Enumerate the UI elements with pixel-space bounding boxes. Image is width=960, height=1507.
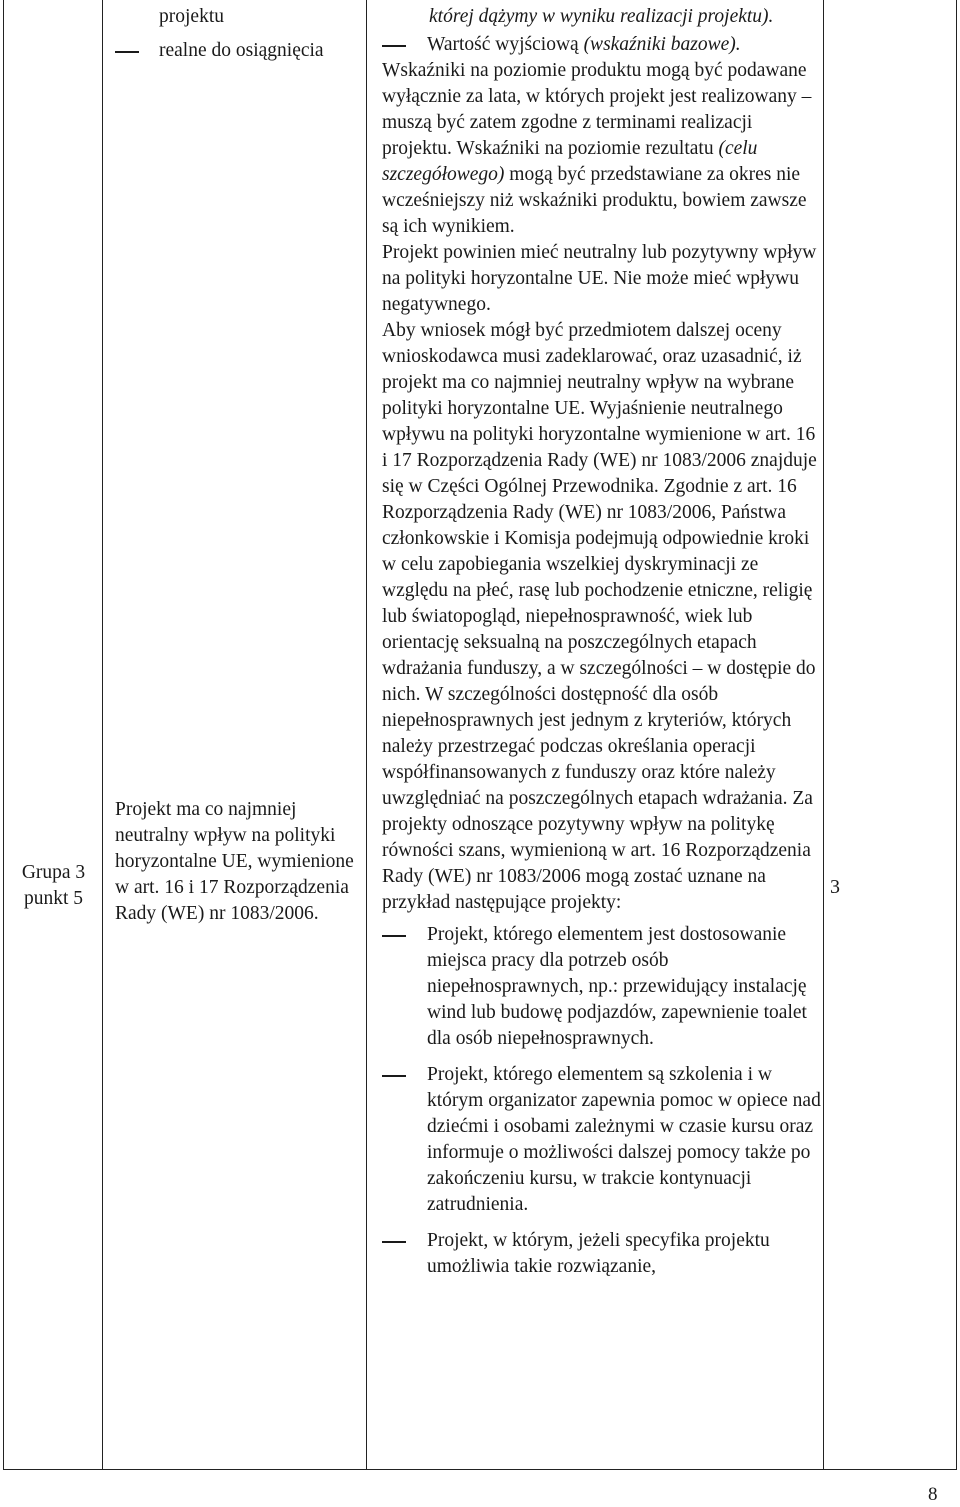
baseline-plain: Wartość wyjściową [427,34,584,55]
criteria-table [3,0,957,1470]
score-value: 3 [830,876,840,898]
criteria-top-line1: projektu [159,6,224,27]
example-text: Projekt, w którym, jeżeli specyfika projektu umożliwia takie rozwiązanie, [427,1230,770,1277]
dash-bullet-icon [382,1228,427,1254]
criteria-top [115,4,365,64]
dash-bullet-icon [115,38,149,64]
dash-bullet-icon [382,1062,427,1088]
horizontal-policy-paragraph: Aby wniosek mógł być przedmiotem dalszej oceny wnioskodawca musi zadeklarować, oraz uzasadnić, iż projekt ma co najmniej neutralny wpływ na wybrane polityki horyzontalne UE. Wyjaśnienie neutralnego wpływu na polityki horyzontalne wymienione w art. 16 i 17 Rozporządzenia Rady (WE) nr 1083/2006 znajduje się w Części Ogólnej Przewodnika. Zgodnie z art. 16 Rozporządzenia Rady (WE) nr 1083/2006, Państwa członkowskie i Komisja podejmują odpowiednie kroki w celu zapobiegania wszelkiej dyskryminacji ze względu na płeć, rasę lub pochodzenie etniczne, religię lub światopogląd, niepełnosprawność, wiek lub orientację seksualną na poszczególnych etapach wdrażania funduszy, a w szczególności – w dostępie do nich. W szczególności dostępność dla osób niepełnosprawnych jest jednym z kryteriów, których należy przestrzegać podczas określania operacji współfinansowanych z funduszy oraz które należy uwzględniać na poszczególnych etapach wdrażania. Za projekty odnoszące pozytywny wpływ na politykę równości szans, wymienioną w art. 16 Rozporządzenia Rady (WE) nr 1083/2006 mogą zostać uznane na przykład następujące projekty: [382,320,817,913]
group-label [4,860,103,912]
criteria-top-line2: realne do osiągnięcia [159,40,324,61]
baseline-italic: (wskaźniki bazowe). [583,34,741,55]
group-column [4,0,103,1469]
example-text: Projekt, którego elementem są szkolenia i w którym organizator zapewnia pomoc w opiece nad dziećmi i osobami zależnymi w czasie kursu oraz informuje o możliwości dalszej pomocy także po zakończeniu kursu, w trakcie kontynuacji zatrudnienia. [427,1064,821,1215]
explanation-text [382,4,822,1280]
example-item [382,1228,822,1280]
page-number: 8 [928,1484,938,1505]
indicators-paragraph [382,58,822,240]
dash-bullet-icon [382,922,427,948]
neutral-impact-paragraph: Projekt powinien mieć neutralny lub pozytywny wpływ na polityki horyzontalne UE. Nie może mieć wpływu negatywnego. [382,242,817,315]
example-text: Projekt, którego elementem jest dostosowanie miejsca pracy dla potrzeb osób niepełnosprawnych, np.: przewidujący instalację wind lub budowę podjazdów, zapewnienie toalet dla osób niepełnosprawnych. [427,924,807,1049]
example-item [382,922,822,1052]
score-column [824,0,956,1469]
baseline-text [427,32,741,58]
example-item [382,1062,822,1218]
indicators-part-b: mogą być przedstawiane za okres nie wcześniejszy niż wskaźniki produktu, bowiem zawsze są ich wynikiem. [382,164,807,237]
group-label-line1: Grupa 3 [21,862,86,883]
baseline-dash-item [382,32,822,58]
dash-bullet-icon [382,32,427,58]
indicators-italic: (celu szczegółowego) [382,138,758,185]
group-label-line2: punkt 5 [23,888,84,909]
criteria-column [103,0,367,1469]
criteria-dash-item [115,38,365,64]
explanation-top-italic: której dążymy w wyniku realizacji projektu). [429,6,774,27]
indicators-part-a: Wskaźniki na poziomie produktu mogą być podawane wyłącznie za lata, w których projekt jest realizowany – muszą być zatem zgodne z terminami realizacji projektu. Wskaźniki na poziomie rezultatu [382,60,812,159]
explanation-column [367,0,824,1469]
criteria-description: Projekt ma co najmniej neutralny wpływ na polityki horyzontalne UE, wymienione w art. 16 i 17 Rozporządzenia Rady (WE) nr 1083/2006. [115,799,354,924]
